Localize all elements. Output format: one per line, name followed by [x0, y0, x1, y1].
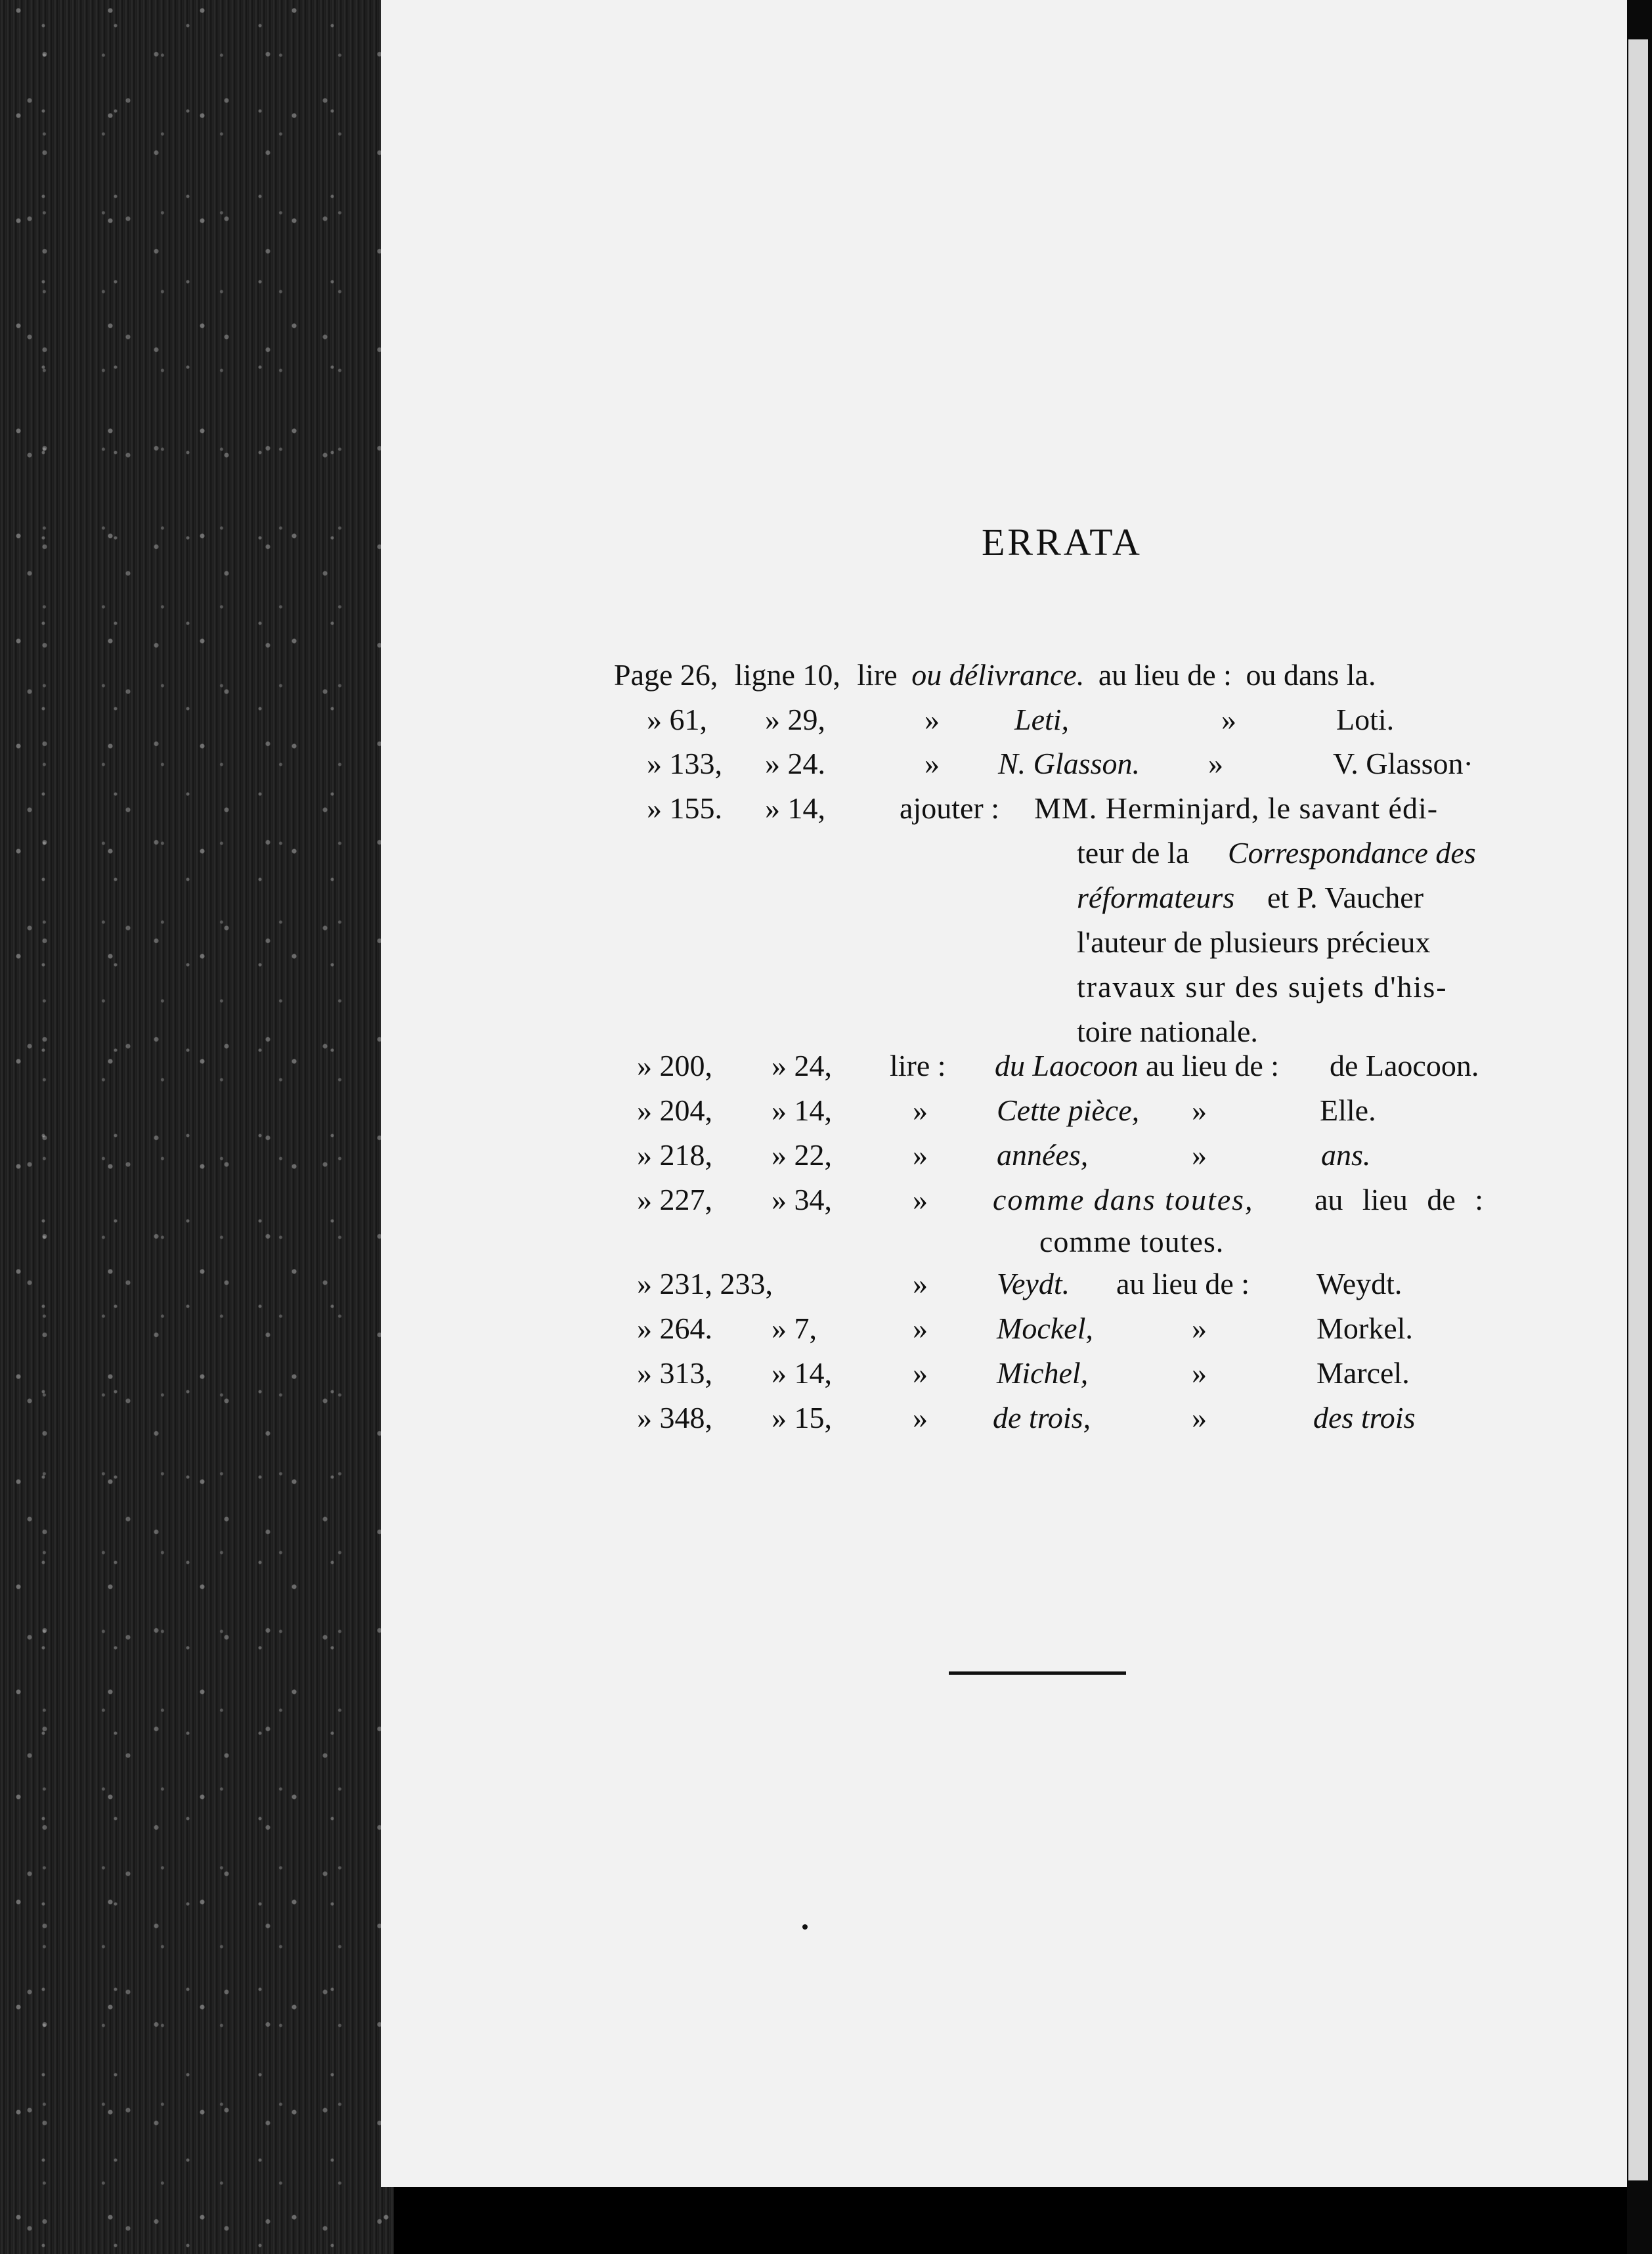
instruction: »	[913, 1401, 928, 1434]
line-ref: » 14,	[772, 1356, 832, 1390]
correction: Cette pièce,	[997, 1094, 1140, 1127]
original-text: ou dans la.	[1246, 658, 1376, 692]
errata-row	[614, 660, 1376, 690]
instruction: lire :	[890, 1049, 946, 1082]
separator: au lieu de :	[1315, 1183, 1484, 1216]
correction: Veydt.	[997, 1267, 1070, 1300]
line-ref: » 14,	[772, 1094, 832, 1127]
addition-line: toire nationale.	[1077, 1015, 1258, 1048]
addition-line-italic: Correspondance des	[1228, 836, 1476, 870]
original-text: de Laocoon.	[1330, 1049, 1479, 1082]
line-ref: ligne 10,	[734, 658, 840, 692]
separator: au lieu de :	[1116, 1267, 1250, 1300]
instruction: lire	[857, 658, 898, 692]
separator: »	[1208, 747, 1223, 780]
instruction: »	[913, 1138, 928, 1172]
addition-line: MM. Herminjard, le savant édi-	[1034, 791, 1439, 825]
instruction: »	[913, 1312, 928, 1345]
separator: au lieu de :	[1146, 1049, 1280, 1082]
addition-line: et P. Vaucher	[1267, 881, 1424, 914]
correction: Mockel,	[997, 1312, 1093, 1345]
separator: »	[1192, 1138, 1207, 1172]
instruction: »	[924, 747, 940, 780]
line-ref: » 24,	[772, 1049, 832, 1082]
addition-line-italic: réformateurs	[1077, 881, 1235, 914]
line-ref: » 15,	[772, 1401, 832, 1434]
original-text: V. Glasson·	[1333, 747, 1473, 780]
page-ref: » 155.	[647, 791, 722, 825]
page-title: ERRATA	[982, 521, 1142, 564]
separator: »	[1192, 1356, 1207, 1390]
separator: »	[1192, 1401, 1207, 1434]
original-text: des trois	[1313, 1401, 1416, 1434]
book-edge	[0, 0, 394, 2254]
original-text: Elle.	[1320, 1094, 1376, 1127]
addition-line: travaux sur des sujets d'his-	[1077, 970, 1448, 1004]
original-text: Loti.	[1336, 703, 1395, 736]
ink-speck	[802, 1924, 808, 1930]
addition-line: l'auteur de plusieurs précieux	[1077, 925, 1431, 959]
correction: N. Glasson.	[998, 747, 1140, 780]
addition-line: teur de la	[1077, 836, 1190, 870]
page-ref: » 204,	[637, 1094, 712, 1127]
correction: Leti,	[1014, 703, 1070, 736]
instruction: »	[913, 1267, 928, 1300]
page-ref: Page 26,	[614, 658, 718, 692]
closing-rule	[949, 1671, 1126, 1675]
line-ref: » 29,	[765, 703, 825, 736]
original-text: ans.	[1321, 1138, 1371, 1172]
original-text: comme toutes.	[1039, 1225, 1225, 1258]
right-margin-strip	[1628, 39, 1648, 2180]
page-ref: » 348,	[637, 1401, 712, 1434]
instruction: »	[913, 1094, 928, 1127]
line-ref: » 22,	[772, 1138, 832, 1172]
page-ref: » 231, 233,	[637, 1267, 773, 1300]
page-ref: » 218,	[637, 1138, 712, 1172]
page-ref: » 313,	[637, 1356, 712, 1390]
instruction: »	[913, 1356, 928, 1390]
instruction: »	[913, 1183, 928, 1216]
correction: Michel,	[997, 1356, 1089, 1390]
line-ref: » 7,	[772, 1312, 817, 1345]
line-ref: » 34,	[772, 1183, 832, 1216]
correction: années,	[997, 1138, 1089, 1172]
page-ref: » 227,	[637, 1183, 712, 1216]
original-text: Morkel.	[1316, 1312, 1413, 1345]
page-ref: » 61,	[647, 703, 707, 736]
errata-row	[647, 705, 707, 735]
correction: du Laocoon	[995, 1049, 1139, 1082]
page-ref: » 200,	[637, 1049, 712, 1082]
line-ref: » 24.	[765, 747, 825, 780]
original-text: Weydt.	[1316, 1267, 1402, 1300]
line-ref: » 14,	[765, 791, 825, 825]
correction: comme dans toutes,	[993, 1183, 1254, 1216]
separator: »	[1192, 1094, 1207, 1127]
separator: »	[1192, 1312, 1207, 1345]
separator: »	[1221, 703, 1236, 736]
instruction: ajouter :	[900, 791, 999, 825]
correction: de trois,	[993, 1401, 1091, 1434]
page-ref: » 133,	[647, 747, 722, 780]
page-ref: » 264.	[637, 1312, 712, 1345]
correction: ou délivrance.	[911, 658, 1085, 692]
instruction: »	[924, 703, 940, 736]
original-text: Marcel.	[1316, 1356, 1410, 1390]
separator: au lieu de :	[1098, 658, 1232, 692]
